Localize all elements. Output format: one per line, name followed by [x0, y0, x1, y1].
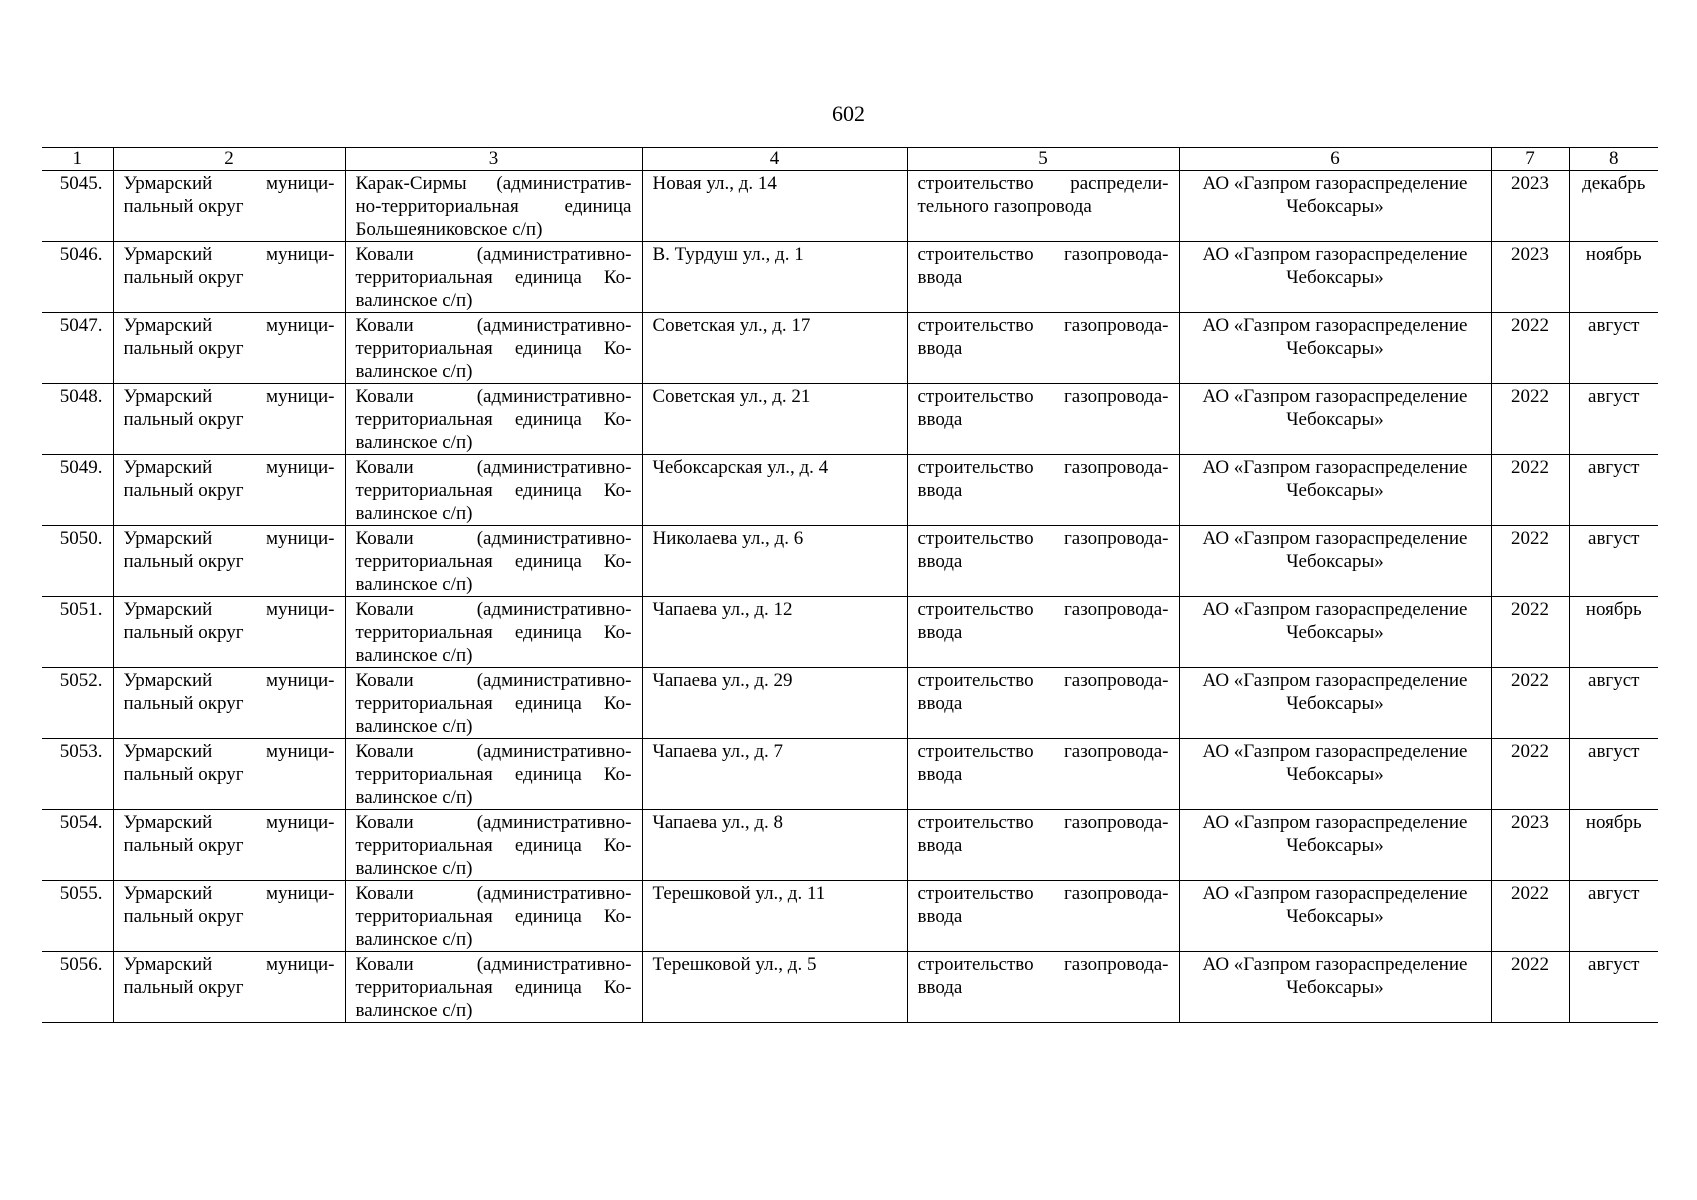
address-cell: Терешковой ул., д. 5	[642, 952, 907, 1023]
gasification-table	[42, 147, 1658, 1023]
column-number-row	[42, 148, 1658, 171]
organization-cell: АО «Газпром газораспределение Чебоксары»	[1179, 810, 1491, 881]
work-type-cell: строительство газопровода-ввода	[907, 668, 1179, 739]
settlement-cell: Ковали (административно-территориальная единица Ко-валинское с/п)	[345, 313, 642, 384]
month-cell: декабрь	[1569, 171, 1658, 242]
settlement-cell: Ковали (административно-территориальная единица Ко-валинское с/п)	[345, 526, 642, 597]
year-cell: 2023	[1491, 171, 1569, 242]
year-cell: 2022	[1491, 384, 1569, 455]
district-cell: Урмарский муници-пальный округ	[113, 668, 345, 739]
address-cell: Новая ул., д. 14	[642, 171, 907, 242]
table-row	[42, 242, 1658, 313]
table-row	[42, 668, 1658, 739]
row-number: 5051.	[42, 597, 113, 668]
settlement-cell: Ковали (административно-территориальная единица Ко-валинское с/п)	[345, 242, 642, 313]
work-type-cell: строительство газопровода-ввода	[907, 242, 1179, 313]
work-type-cell: строительство газопровода-ввода	[907, 597, 1179, 668]
district-cell: Урмарский муници-пальный округ	[113, 455, 345, 526]
year-cell: 2022	[1491, 597, 1569, 668]
district-cell: Урмарский муници-пальный округ	[113, 881, 345, 952]
month-cell: август	[1569, 952, 1658, 1023]
row-number: 5054.	[42, 810, 113, 881]
settlement-cell: Ковали (административно-территориальная единица Ко-валинское с/п)	[345, 668, 642, 739]
column-header: 7	[1491, 148, 1569, 171]
district-cell: Урмарский муници-пальный округ	[113, 952, 345, 1023]
row-number: 5048.	[42, 384, 113, 455]
year-cell: 2022	[1491, 739, 1569, 810]
organization-cell: АО «Газпром газораспределение Чебоксары»	[1179, 242, 1491, 313]
organization-cell: АО «Газпром газораспределение Чебоксары»	[1179, 597, 1491, 668]
address-cell: Терешковой ул., д. 11	[642, 881, 907, 952]
address-cell: Советская ул., д. 17	[642, 313, 907, 384]
district-cell: Урмарский муници-пальный округ	[113, 171, 345, 242]
row-number: 5049.	[42, 455, 113, 526]
table-row	[42, 526, 1658, 597]
address-cell: Советская ул., д. 21	[642, 384, 907, 455]
work-type-cell: строительство газопровода-ввода	[907, 810, 1179, 881]
column-header: 6	[1179, 148, 1491, 171]
settlement-cell: Ковали (административно-территориальная единица Ко-валинское с/п)	[345, 384, 642, 455]
organization-cell: АО «Газпром газораспределение Чебоксары»	[1179, 313, 1491, 384]
settlement-cell: Ковали (административно-территориальная единица Ко-валинское с/п)	[345, 739, 642, 810]
organization-cell: АО «Газпром газораспределение Чебоксары»	[1179, 526, 1491, 597]
year-cell: 2023	[1491, 810, 1569, 881]
settlement-cell: Ковали (административно-территориальная единица Ко-валинское с/п)	[345, 455, 642, 526]
organization-cell: АО «Газпром газораспределение Чебоксары»	[1179, 384, 1491, 455]
work-type-cell: строительство газопровода-ввода	[907, 313, 1179, 384]
month-cell: ноябрь	[1569, 810, 1658, 881]
row-number: 5053.	[42, 739, 113, 810]
address-cell: Чебоксарская ул., д. 4	[642, 455, 907, 526]
column-header: 5	[907, 148, 1179, 171]
table-row	[42, 739, 1658, 810]
table-row	[42, 881, 1658, 952]
row-number: 5045.	[42, 171, 113, 242]
table-row	[42, 171, 1658, 242]
row-number: 5055.	[42, 881, 113, 952]
month-cell: август	[1569, 455, 1658, 526]
district-cell: Урмарский муници-пальный округ	[113, 384, 345, 455]
month-cell: август	[1569, 739, 1658, 810]
settlement-cell: Ковали (административно-территориальная единица Ко-валинское с/п)	[345, 597, 642, 668]
table-row	[42, 455, 1658, 526]
month-cell: ноябрь	[1569, 242, 1658, 313]
work-type-cell: строительство газопровода-ввода	[907, 526, 1179, 597]
district-cell: Урмарский муници-пальный округ	[113, 810, 345, 881]
address-cell: Чапаева ул., д. 12	[642, 597, 907, 668]
row-number: 5052.	[42, 668, 113, 739]
district-cell: Урмарский муници-пальный округ	[113, 313, 345, 384]
row-number: 5047.	[42, 313, 113, 384]
address-cell: Николаева ул., д. 6	[642, 526, 907, 597]
month-cell: август	[1569, 313, 1658, 384]
page-number: 602	[832, 101, 865, 126]
month-cell: август	[1569, 668, 1658, 739]
table-row	[42, 313, 1658, 384]
column-header: 2	[113, 148, 345, 171]
row-number: 5050.	[42, 526, 113, 597]
district-cell: Урмарский муници-пальный округ	[113, 597, 345, 668]
work-type-cell: строительство газопровода-ввода	[907, 384, 1179, 455]
work-type-cell: строительство газопровода-ввода	[907, 881, 1179, 952]
year-cell: 2022	[1491, 526, 1569, 597]
table-body	[42, 171, 1658, 1023]
work-type-cell: строительство газопровода-ввода	[907, 739, 1179, 810]
organization-cell: АО «Газпром газораспределение Чебоксары»	[1179, 668, 1491, 739]
year-cell: 2022	[1491, 455, 1569, 526]
year-cell: 2023	[1491, 242, 1569, 313]
district-cell: Урмарский муници-пальный округ	[113, 526, 345, 597]
settlement-cell: Ковали (административно-территориальная единица Ко-валинское с/п)	[345, 881, 642, 952]
table-row	[42, 597, 1658, 668]
table-row	[42, 810, 1658, 881]
year-cell: 2022	[1491, 881, 1569, 952]
organization-cell: АО «Газпром газораспределение Чебоксары»	[1179, 171, 1491, 242]
organization-cell: АО «Газпром газораспределение Чебоксары»	[1179, 739, 1491, 810]
row-number: 5056.	[42, 952, 113, 1023]
work-type-cell: строительство газопровода-ввода	[907, 455, 1179, 526]
district-cell: Урмарский муници-пальный округ	[113, 242, 345, 313]
month-cell: август	[1569, 384, 1658, 455]
row-number: 5046.	[42, 242, 113, 313]
settlement-cell: Карак-Сирмы (административ-но-территориальная единица Большеяниковское с/п)	[345, 171, 642, 242]
settlement-cell: Ковали (административно-территориальная единица Ко-валинское с/п)	[345, 952, 642, 1023]
district-cell: Урмарский муници-пальный округ	[113, 739, 345, 810]
year-cell: 2022	[1491, 952, 1569, 1023]
month-cell: август	[1569, 526, 1658, 597]
organization-cell: АО «Газпром газораспределение Чебоксары»	[1179, 952, 1491, 1023]
month-cell: август	[1569, 881, 1658, 952]
address-cell: Чапаева ул., д. 8	[642, 810, 907, 881]
table-row	[42, 384, 1658, 455]
address-cell: Чапаева ул., д. 29	[642, 668, 907, 739]
work-type-cell: строительство распредели-тельного газопровода	[907, 171, 1179, 242]
table-row	[42, 952, 1658, 1023]
settlement-cell: Ковали (административно-территориальная единица Ко-валинское с/п)	[345, 810, 642, 881]
column-header: 4	[642, 148, 907, 171]
address-cell: В. Турдуш ул., д. 1	[642, 242, 907, 313]
column-header: 1	[42, 148, 113, 171]
organization-cell: АО «Газпром газораспределение Чебоксары»	[1179, 455, 1491, 526]
year-cell: 2022	[1491, 313, 1569, 384]
month-cell: ноябрь	[1569, 597, 1658, 668]
column-header: 3	[345, 148, 642, 171]
column-header: 8	[1569, 148, 1658, 171]
address-cell: Чапаева ул., д. 7	[642, 739, 907, 810]
work-type-cell: строительство газопровода-ввода	[907, 952, 1179, 1023]
organization-cell: АО «Газпром газораспределение Чебоксары»	[1179, 881, 1491, 952]
year-cell: 2022	[1491, 668, 1569, 739]
